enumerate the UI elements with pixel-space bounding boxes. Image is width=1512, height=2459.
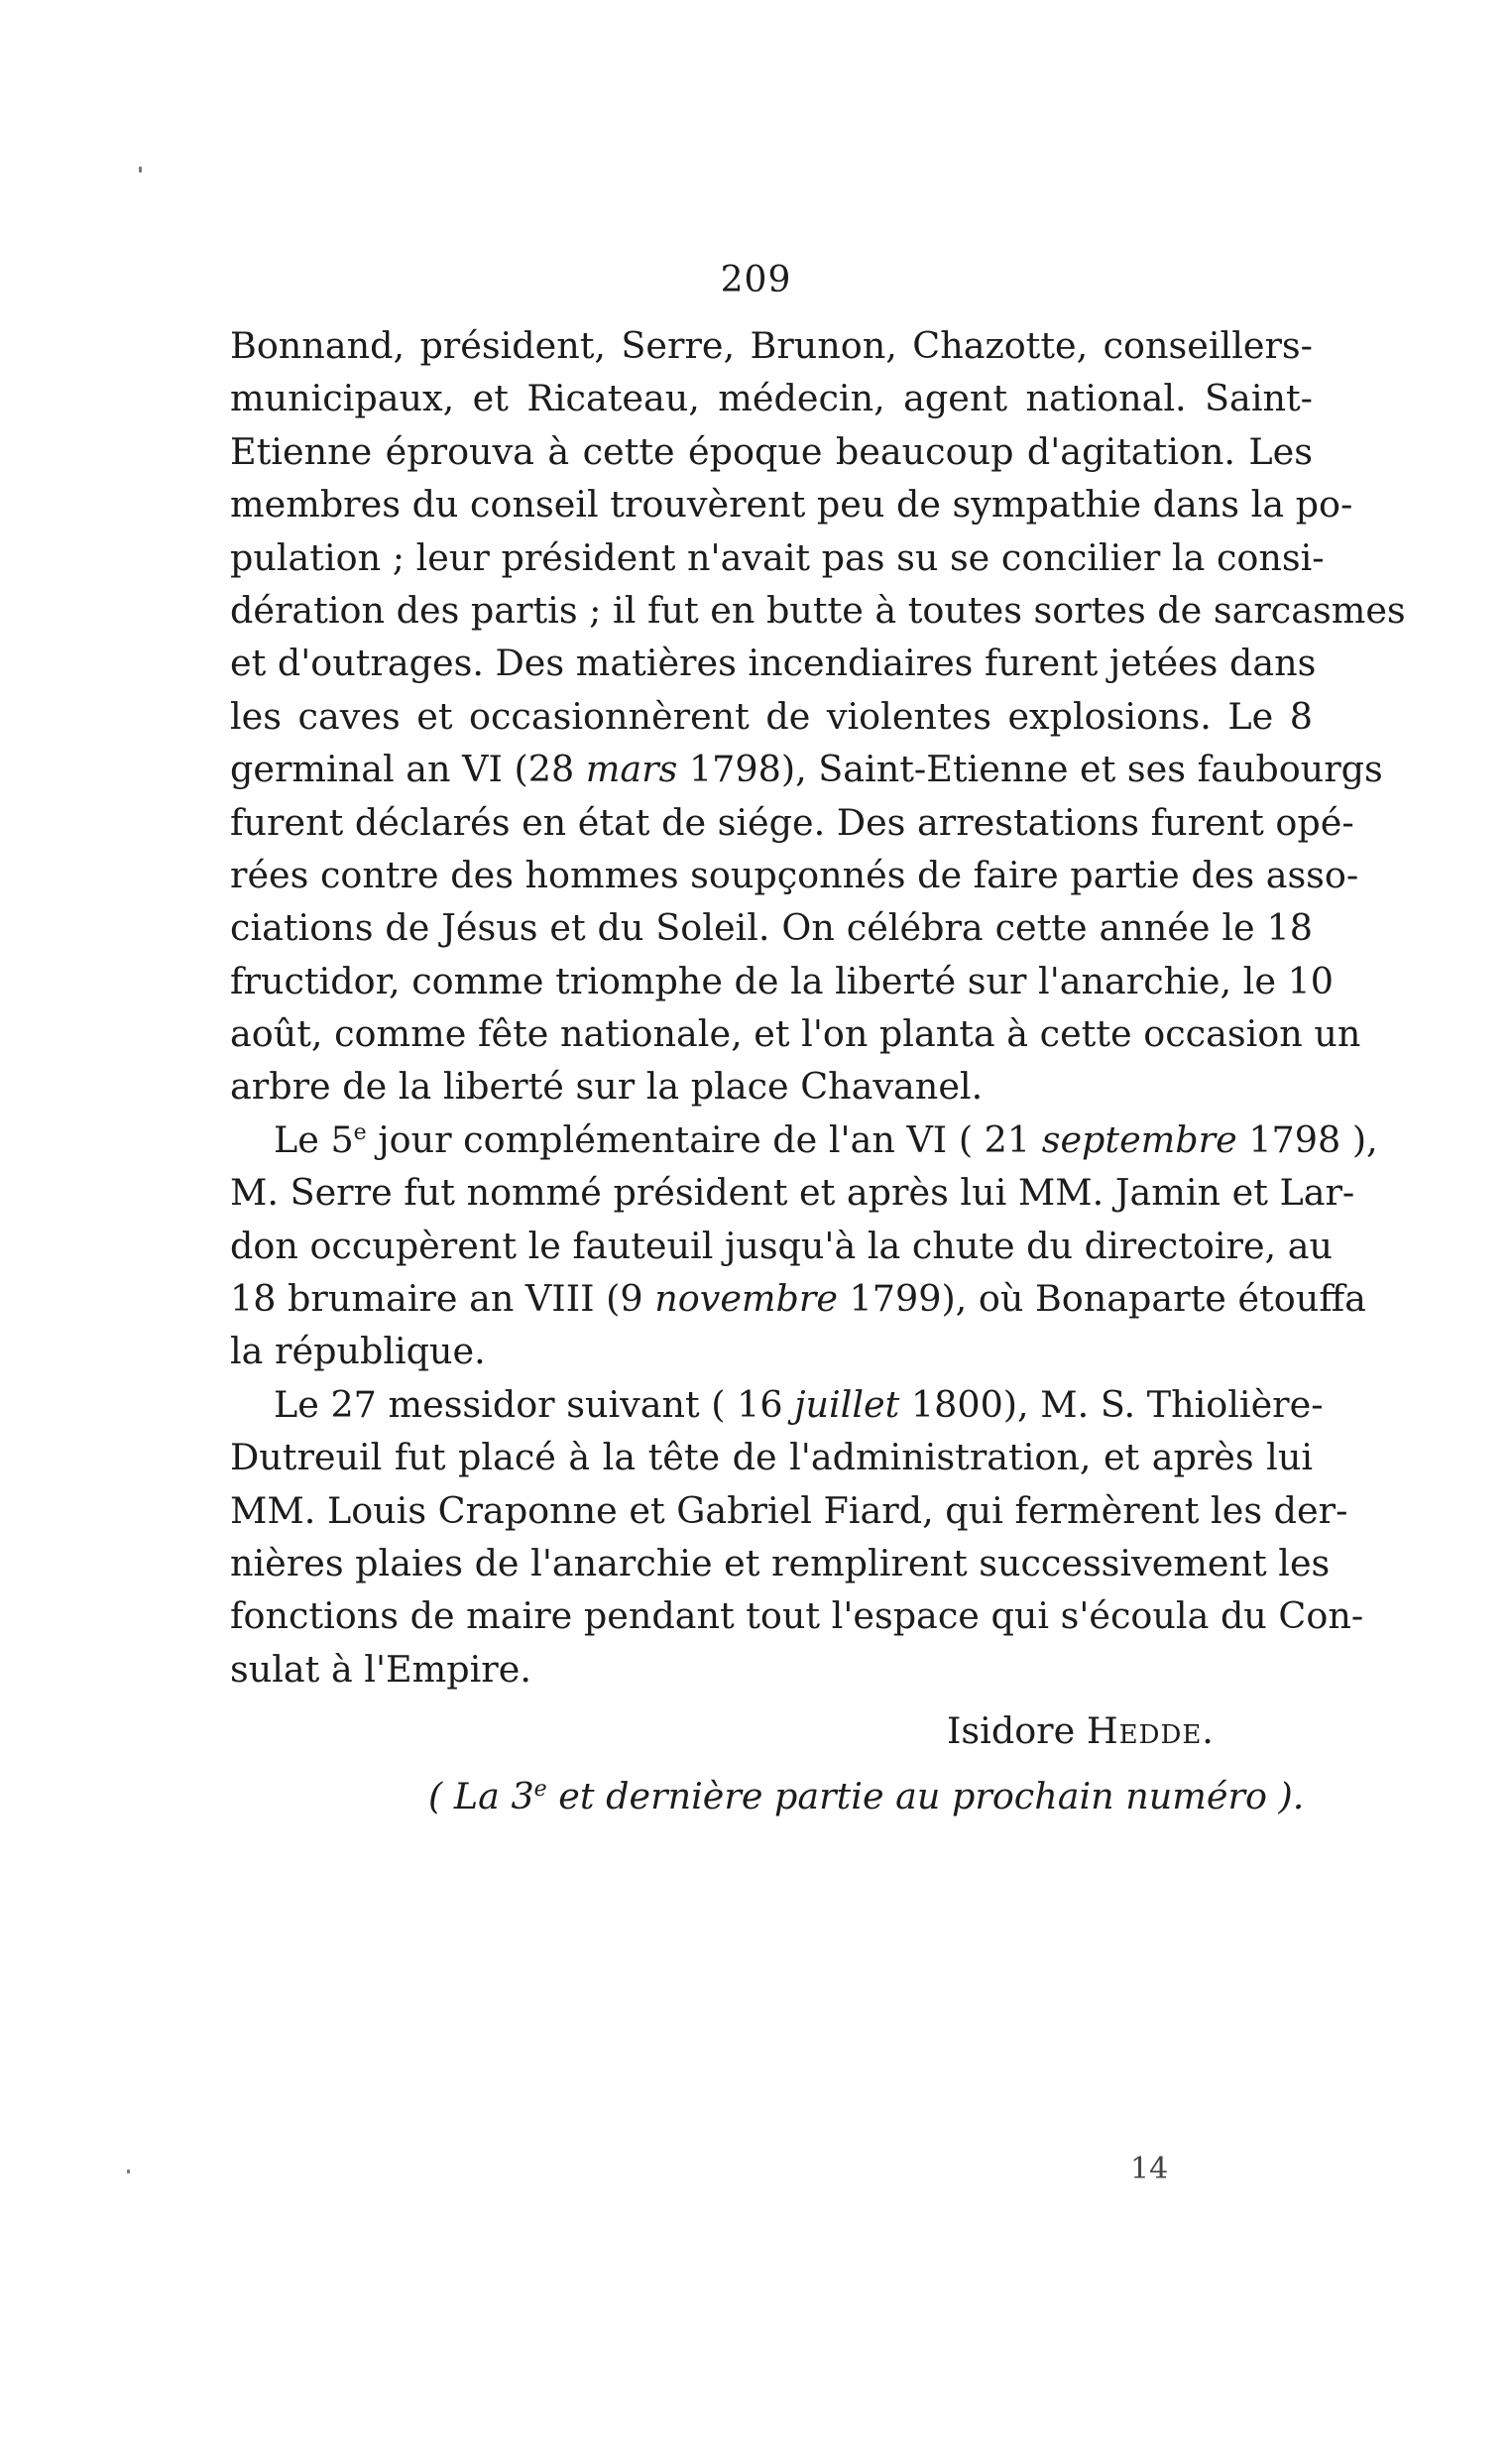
text-line: août, comme fête nationale, et l'on planta à cette occasion un: [230, 1012, 1361, 1056]
ink-speck: [139, 167, 142, 173]
text-line: pulation ; leur président n'avait pas su se concilier la consi-: [230, 535, 1325, 579]
text-segment: Le 27 messidor suivant ( 16: [274, 1382, 795, 1426]
superscript: e: [533, 1776, 547, 1802]
note-text: ( La 3: [428, 1775, 534, 1817]
author-first-name: Isidore: [947, 1709, 1087, 1752]
text-line: et d'outrages. Des matières incendiaires furent jetées dans: [230, 642, 1317, 685]
text-line: membres du conseil trouvèrent peu de sympathie dans la po-: [230, 483, 1353, 527]
text-line: [230, 1113, 1378, 1166]
body-text: [230, 319, 1406, 1696]
text-segment: 1800), M. S. Thiolière-: [899, 1382, 1324, 1426]
text-line: rées contre des hommes soupçonnés de faire partie des asso-: [230, 853, 1359, 896]
text-segment: germinal an VI (28: [230, 748, 586, 791]
printer-signature-mark: 14: [1130, 2152, 1169, 2186]
continuation-note: [428, 1775, 1304, 1817]
text-line: ciations de Jésus et du Soleil. On célébra cette année le 18: [230, 906, 1313, 950]
text-line: furent déclarés en état de siége. Des arrestations furent opé-: [230, 800, 1354, 844]
text-line: les caves et occasionnèrent de violentes explosions. Le 8: [230, 694, 1313, 738]
text-line: la république.: [230, 1330, 486, 1373]
note-text: et dernière partie au prochain numéro ).: [546, 1775, 1305, 1817]
text-segment: jour complémentaire de l'an VI ( 21: [366, 1117, 1042, 1161]
superscript: e: [353, 1119, 367, 1145]
italic-date: septembre: [1041, 1117, 1237, 1161]
text-line: Etienne éprouva à cette époque beaucoup d'agitation. Les: [230, 429, 1313, 473]
text-line: sulat à l'Empire.: [230, 1647, 531, 1691]
text-segment: 1798), Saint-Etienne et ses faubourgs: [677, 748, 1383, 791]
text-line: arbre de la liberté sur la place Chavanel.: [230, 1065, 984, 1109]
text-line: Bonnand, président, Serre, Brunon, Chazotte, conseillers-: [230, 324, 1313, 367]
page-number: 209: [720, 260, 792, 300]
author-signature: [947, 1709, 1215, 1752]
text-line: fructidor, comme triomphe de la liberté sur l'anarchie, le 10: [230, 959, 1334, 1002]
text-line: don occupèrent le fauteuil jusqu'à la chute du directoire, au: [230, 1224, 1334, 1267]
text-line: fonctions de maire pendant tout l'espace qui s'écoula du Con-: [230, 1594, 1364, 1638]
text-line: MM. Louis Craponne et Gabriel Fiard, qui fermèrent les der-: [230, 1488, 1348, 1532]
text-segment: 18 brumaire an VIII (9: [230, 1277, 655, 1321]
text-line: [230, 1378, 1324, 1431]
text-line: [230, 1272, 1366, 1325]
text-line: nières plaies de l'anarchie et remplirent successivement les: [230, 1541, 1331, 1584]
ink-speck: [127, 2169, 130, 2173]
text-line: M. Serre fut nommé président et après lui MM. Jamin et Lar-: [230, 1171, 1355, 1215]
italic-date: mars: [585, 748, 678, 791]
text-segment: Le 5: [274, 1117, 354, 1161]
text-line: [230, 743, 1383, 795]
text-segment: 1799), où Bonaparte étouffa: [837, 1277, 1366, 1321]
text-line: dération des partis ; il fut en butte à toutes sortes de sarcasmes: [230, 588, 1406, 632]
italic-date: novembre: [654, 1277, 838, 1321]
text-line: Dutreuil fut placé à la tête de l'administration, et après lui: [230, 1436, 1313, 1479]
text-line: municipaux, et Ricateau, médecin, agent national. Saint-: [230, 377, 1313, 420]
text-segment: 1798 ),: [1236, 1117, 1378, 1161]
author-last-name: Hedde.: [1086, 1709, 1215, 1752]
italic-date: juillet: [794, 1382, 900, 1426]
